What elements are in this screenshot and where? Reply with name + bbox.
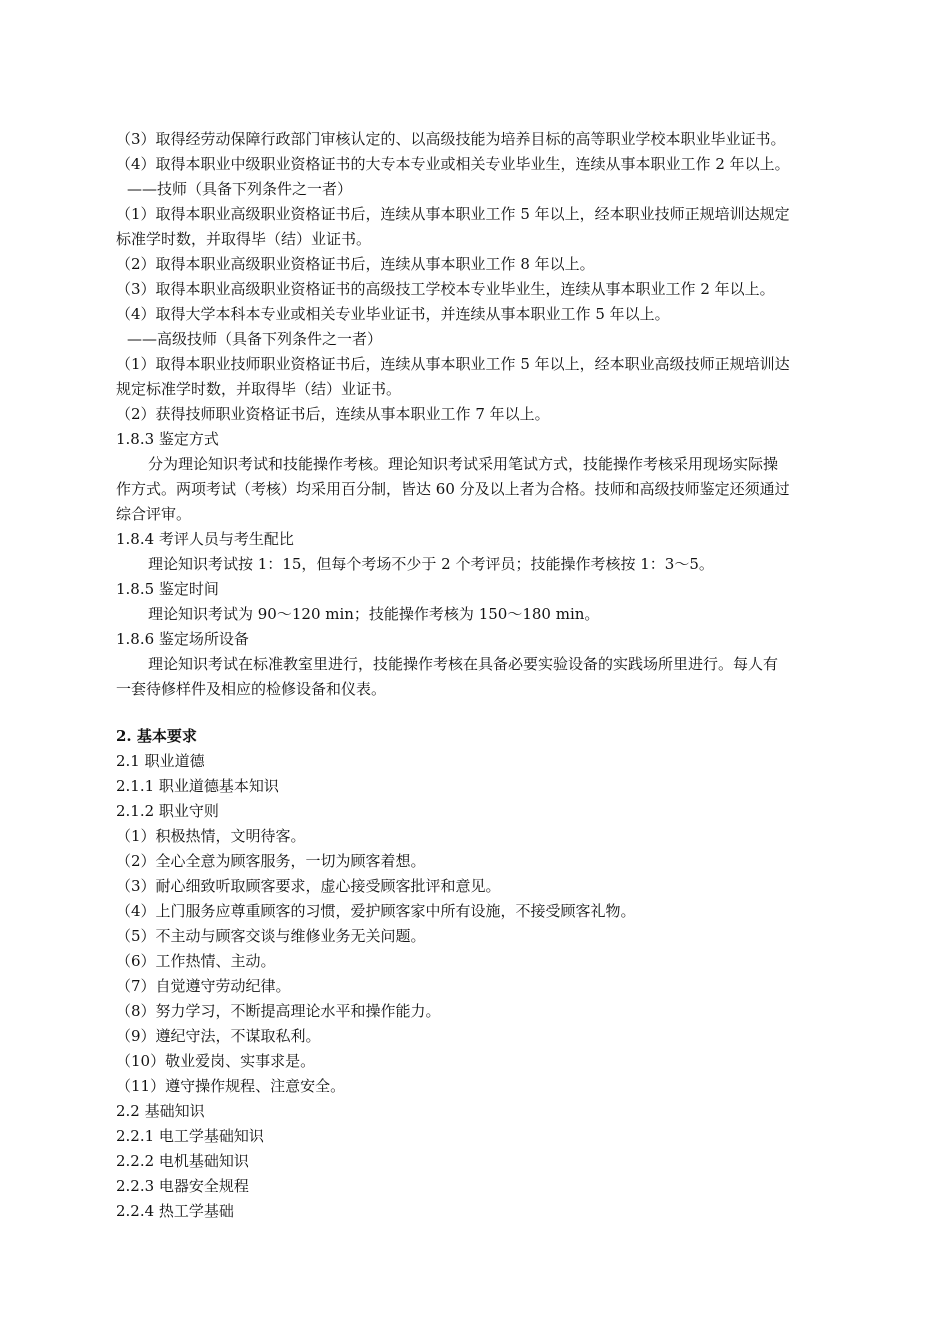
section-1-8-4-heading: 1.8.4 考评人员与考生配比 <box>116 530 294 548</box>
technician-item-2: （2）取得本职业高级职业资格证书后，连续从事本职业工作 8 年以上。 <box>116 255 595 273</box>
rule-item: （7）自觉遵守劳动纪律。 <box>116 977 291 995</box>
technician-heading: ——技师（具备下列条件之一者） <box>127 180 353 198</box>
rule-item: （6）工作热情、主动。 <box>116 952 276 970</box>
section-1-8-3-line-2: 作方式。两项考试（考核）均采用百分制，皆达 60 分及以上者为合格。技师和高级技师鉴定还须通过 <box>116 480 790 498</box>
section-2-2-3-heading: 2.2.3 电器安全规程 <box>116 1177 249 1195</box>
rule-item: （2）全心全意为顾客服务，一切为顾客着想。 <box>116 852 426 870</box>
technician-item-3: （3）取得本职业高级职业资格证书的高级技工学校本专业毕业生，连续从事本职业工作 2 年以上。 <box>116 280 775 298</box>
senior-technician-item-1-line-2: 规定标准学时数，并取得毕（结）业证书。 <box>116 380 402 398</box>
condition-item-4: （4）取得本职业中级职业资格证书的大专本专业或相关专业毕业生，连续从事本职业工作 2 年以上。 <box>116 155 790 173</box>
technician-item-1-line-2: 标准学时数，并取得毕（结）业证书。 <box>116 230 372 248</box>
rule-item: （3）耐心细致听取顾客要求，虚心接受顾客批评和意见。 <box>116 877 501 895</box>
rule-item: （11）遵守操作规程、注意安全。 <box>116 1077 346 1095</box>
section-2-1-2-heading: 2.1.2 职业守则 <box>116 802 219 820</box>
rule-item: （9）遵纪守法，不谋取私利。 <box>116 1027 321 1045</box>
section-2-2-heading: 2.2 基础知识 <box>116 1102 205 1120</box>
senior-technician-heading: ——高级技师（具备下列条件之一者） <box>127 330 383 348</box>
technician-item-4: （4）取得大学本科本专业或相关专业毕业证书，并连续从事本职业工作 5 年以上。 <box>116 305 670 323</box>
section-1-8-3-heading: 1.8.3 鉴定方式 <box>116 430 219 448</box>
section-1-8-3-line-1: 分为理论知识考试和技能操作考核。理论知识考试采用笔试方式，技能操作考核采用现场实际操 <box>148 455 779 473</box>
section-1-8-6-line-1: 理论知识考试在标准教室里进行，技能操作考核在具备必要实验设备的实践场所里进行。每人有 <box>148 655 779 673</box>
senior-technician-item-1-line-1: （1）取得本职业技师职业资格证书后，连续从事本职业工作 5 年以上，经本职业高级技师正规培训达 <box>116 355 790 373</box>
senior-technician-item-2: （2）获得技师职业资格证书后，连续从事本职业工作 7 年以上。 <box>116 405 550 423</box>
section-1-8-6-heading: 1.8.6 鉴定场所设备 <box>116 630 249 648</box>
technician-item-1-line-1: （1）取得本职业高级职业资格证书后，连续从事本职业工作 5 年以上，经本职业技师正规培训达规定 <box>116 205 790 223</box>
rule-item: （10）敬业爱岗、实事求是。 <box>116 1052 316 1070</box>
rule-item: （8）努力学习，不断提高理论水平和操作能力。 <box>116 1002 441 1020</box>
section-1-8-5-line-1: 理论知识考试为 90～120 min；技能操作考核为 150～180 min。 <box>148 605 600 623</box>
rule-item: （4）上门服务应尊重顾客的习惯，爱护顾客家中所有设施，不接受顾客礼物。 <box>116 902 636 920</box>
section-1-8-4-line-1: 理论知识考试按 1：15，但每个考场不少于 2 个考评员；技能操作考核按 1：3～5。 <box>148 555 714 573</box>
section-1-8-5-heading: 1.8.5 鉴定时间 <box>116 580 219 598</box>
rule-item: （5）不主动与顾客交谈与维修业务无关问题。 <box>116 927 426 945</box>
chapter-2-heading: 2. 基本要求 <box>116 727 197 745</box>
section-1-8-6-line-2: 一套待修样件及相应的检修设备和仪表。 <box>116 680 387 698</box>
section-1-8-3-line-3: 综合评审。 <box>116 505 192 523</box>
condition-item-3: （3）取得经劳动保障行政部门审核认定的、以高级技能为培养目标的高等职业学校本职业毕业证书。 <box>116 130 786 148</box>
rule-item: （1）积极热情，文明待客。 <box>116 827 306 845</box>
section-2-2-4-heading: 2.2.4 热工学基础 <box>116 1202 234 1220</box>
section-2-2-1-heading: 2.2.1 电工学基础知识 <box>116 1127 264 1145</box>
section-2-1-heading: 2.1 职业道德 <box>116 752 205 770</box>
section-2-1-1-heading: 2.1.1 职业道德基本知识 <box>116 777 279 795</box>
section-2-2-2-heading: 2.2.2 电机基础知识 <box>116 1152 249 1170</box>
